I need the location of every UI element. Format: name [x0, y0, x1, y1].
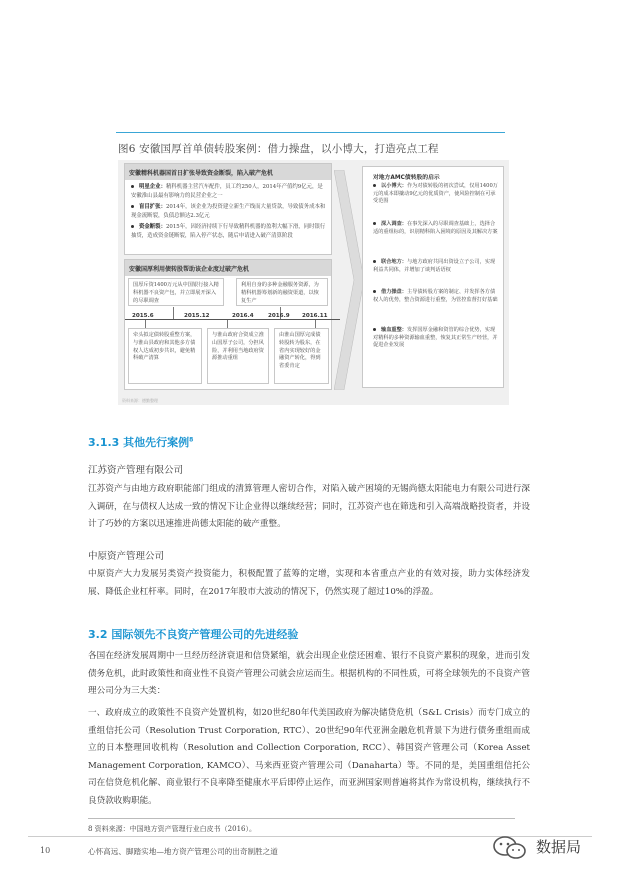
panel-crisis-header: 安徽精科机器国首日扩张导致资金断裂，陷入破产危机	[125, 164, 331, 180]
paragraph-policy-amc: 一、政府成立的政策性不良资产处置机构，如20世纪80年代美国政府为解决储贷危机（S&L Crisis）而专门成立的重组信托公司（Resolution Trust Corporation, RTC）、20世纪90年代亚洲金融危机背景下为进行债务重组而成立的日本整理回收机构（Resolution and Collection Corporation, RCC）、韩国资产管理公司（Korea Asset Management Corporation, KAMCO）、马来西亚资产管理公司（Danaharta）等。不同的是，美国重组信托公司在信贷危机化解、商业银行不良率降至健康水平后即停止运作，而亚洲国家则普遍将其作为常设机构，继续执行不良贷款收购职能。	[88, 708, 530, 806]
paragraph-zhongyuan: 中原资产大力发展另类资产投资能力，积极配置了蓝筹的定增，实现和本省重点产业的有效对接，助力实体经济发展、降低企业杠杆率。同时，在2017年股市大波动的情况下，仍然实现了超过10%的浮盈。	[88, 569, 530, 597]
timeline-axis	[125, 319, 340, 320]
bullet-dot	[131, 205, 134, 208]
section-heading-32: 3.2 国际领先不良资产管理公司的先进经验	[88, 628, 299, 641]
timeline-tick	[227, 320, 228, 328]
bullet-dot	[373, 290, 376, 293]
panel-swap-header: 安徽国厚利用债转股帮助该企业度过破产危机	[125, 260, 331, 276]
insight-item: 联合地方：与地方政府共同出资设立子公司，实现利益共同体，并增加了谈判话语权	[373, 259, 496, 273]
timeline-date: 2016.9	[268, 313, 290, 319]
panel-crisis	[124, 163, 332, 255]
timeline-tick	[315, 320, 316, 328]
timeline-date: 2015.12	[184, 313, 210, 319]
bullet-dot	[373, 328, 376, 331]
figure-title: 图6 安徽国厚首单债转股案例：借力操盘，以小博大，打造亮点工程	[118, 143, 439, 155]
timeline-date: 2016.4	[232, 313, 254, 319]
paragraph-intro: 各国在经济发展周期中一旦经历经济衰退和信贷紧缩，就会出现企业偿还困难、银行不良资产累积的现象，进而引发债务危机，此时政策性和商业性不良资产管理公司就会应运而生。根据机构的不同性质，可将全球领先的不良资产管理公司分为三大类：	[88, 651, 530, 697]
chat-bubble-icon	[492, 833, 534, 863]
timeline-date: 2015.6	[132, 313, 154, 319]
insight-item: 输血重整：发挥国厚金融和资管的综合优势，实现对精科的多种资源输血重整，恢复其正常生产经营，并促进企业发展	[373, 327, 498, 349]
bullet-capital-break: 资金断裂：2015年，因经济持续下行导致精科机器的盈利大幅下滑，同时银行抽贷，造成资金链断裂，陷入停产状态，随后申请进入破产清算阶段	[131, 224, 326, 239]
timeline-tick	[145, 320, 146, 328]
insights-header: 对地方AMC债转股的启示	[373, 175, 440, 181]
bullet-star-company: 明星企业：精科机器主营汽车配件，员工约250人，2014年产值约9亿元，是安徽淮山县最有影响力的民营企业之一	[131, 184, 323, 199]
bullet-dot	[373, 260, 376, 263]
figure-source: 资料来源：德勤整理	[122, 398, 158, 403]
timeline-tick	[173, 307, 174, 319]
watermark-text: 数据局	[536, 838, 582, 856]
insight-item: 以小博大：作为对债转股的初次尝试，仅用1400万元的成本即撬动9亿元的优质资产，使风险控制在可承受范围	[373, 183, 498, 205]
timeline-box-acquire: 国厚斥资1400万元从中国银行接入精科机器不良资产包，并立即展开深入的尽职调查	[128, 278, 224, 306]
page-number: 10	[40, 846, 51, 855]
bullet-dot	[373, 222, 376, 225]
bullet-dot	[131, 225, 134, 228]
insight-item: 借力操盘：主导债转股方案的制定、并发挥各方债权人的优势，整合资源进行重整，为管控监督打好基础	[373, 289, 498, 303]
subheading-jiangsu: 江苏资产管理有限公司	[88, 465, 184, 476]
bullet-blind-expansion: 盲目扩张：2014年，该企业为投资建立新生产线而大量贷款，导致债务成本和现金流断裂，负债总额达2.3亿元	[131, 204, 326, 219]
insight-item: 深入调查：在事先深入的尽职调查基础上，选择合适的重组标的，识别精科陷入困境的原因及其解决方案	[373, 221, 498, 235]
timeline-date: 2016.11	[302, 313, 328, 319]
footnote-rule	[88, 818, 515, 819]
chevron-arrow-icon	[334, 170, 364, 390]
bullet-dot	[373, 184, 376, 187]
section-heading-313: 3.1.3 其他先行案例$^8$	[88, 436, 194, 449]
timeline-box-restructure-plan: 牵头拟定债转股重整方案，与淮山县政府和其他多方债权人达成初步共识，避免精科破产清算	[128, 328, 202, 384]
subheading-zhongyuan: 中原资产管理公司	[88, 551, 165, 562]
running-title: 心怀高远、脚踏实地—地方资产管理公司的出奇制胜之道	[88, 847, 278, 856]
footnote: 8 资料来源：中国地方资产管理行业白皮书（2016）。	[88, 825, 256, 833]
paragraph-jiangsu: 江苏资产与由地方政府职能部门组成的清算管理人密切合作，对陷入破产困境的无锡尚德太阳能电力有限公司进行深入调研，在与债权人达成一致的情况下让企业得以继续经营；同时，江苏资产也在筛选和引入高端战略投资者，并设计了巧妙的方案以迅速推进尚德太阳能的破产重整。	[88, 484, 530, 530]
figure-top-rule	[116, 132, 505, 133]
timeline-box-joint-venture: 与淮山政府合资成立淮山国厚子公司，分担风险，并利用当地政府资源推动重组	[207, 328, 269, 384]
panel-insights	[362, 166, 504, 388]
bullet-dot	[131, 185, 134, 188]
timeline-box-complete-swap: 由淮山国厚完成债转股转为股东，在省内实现较好的金融资产转化，得到省委肯定	[274, 328, 329, 384]
timeline-box-financing: 利用自身的多种金融服务资源，为精科机器筹划新的融资渠道，以恢复生产	[236, 278, 328, 306]
